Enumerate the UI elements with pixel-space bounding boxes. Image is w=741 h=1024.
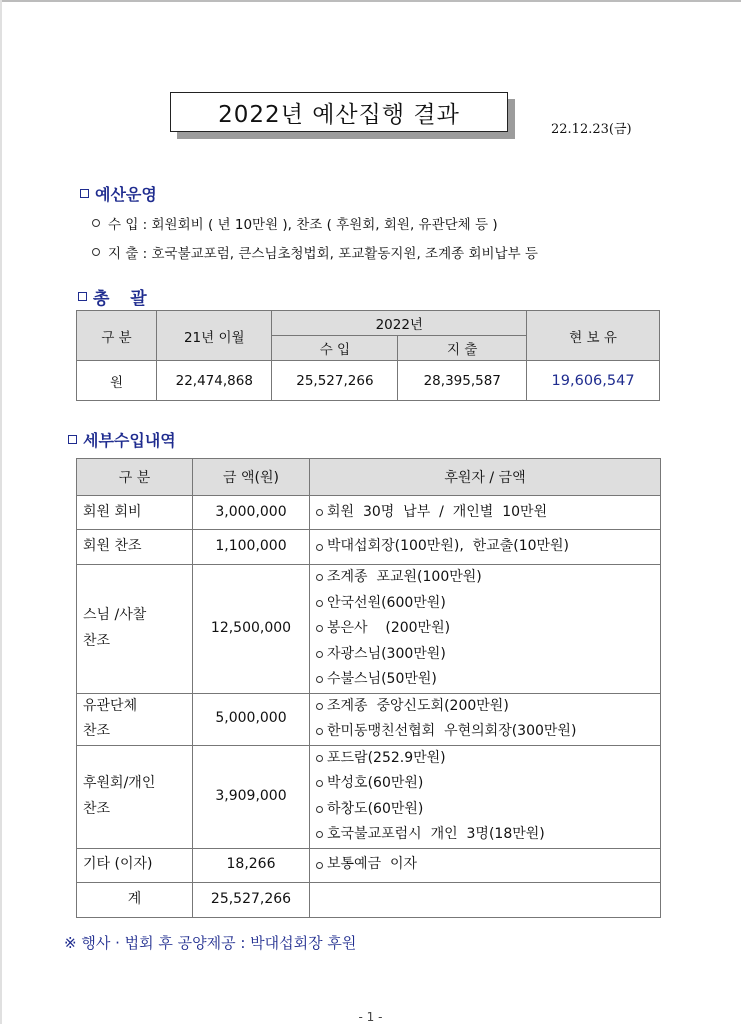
income-category	[77, 565, 193, 694]
income-header-donors: 후원자 / 금액	[310, 459, 661, 496]
donor-text: 박성호(60만원)	[327, 775, 424, 791]
income-category	[77, 745, 193, 848]
income-amount: 3,909,000	[193, 745, 310, 848]
donor-line	[316, 797, 654, 823]
donor-text: 안국선원(600만원)	[327, 594, 446, 611]
circle-bullet-icon	[316, 831, 323, 838]
income-donors	[310, 848, 661, 882]
square-bullet-icon	[68, 435, 77, 444]
income-donors	[310, 745, 661, 848]
budget-income-text: 수 입 : 회원회비 ( 년 10만원 ), 찬조 ( 후원회, 회원, 유관단체 등 )	[108, 217, 498, 233]
income-amount: 3,000,000	[193, 496, 310, 530]
budget-expense-text: 지 출 : 호국불교포럼, 큰스님초청법회, 포교활동지원, 조계종 회비납부 등	[108, 246, 538, 262]
income-category-line: 유관단체	[83, 697, 138, 714]
page-number: - 1 -	[358, 1010, 383, 1024]
donor-text: 박대섭회장(100만원), 한교출(10만원)	[327, 538, 570, 555]
page-edge-left	[0, 0, 2, 1024]
circle-bullet-icon	[316, 574, 323, 581]
circle-bullet-icon	[92, 219, 100, 227]
donor-line	[316, 822, 654, 848]
income-category-line: 찬조	[83, 632, 111, 649]
donor-line	[316, 616, 654, 642]
income-amount: 5,000,000	[193, 693, 310, 745]
donor-line	[316, 642, 654, 668]
circle-bullet-icon	[316, 728, 323, 735]
income-amount: 18,266	[193, 848, 310, 882]
income-donors	[310, 693, 661, 745]
circle-bullet-icon	[316, 862, 323, 869]
income-donors	[310, 530, 661, 565]
summary-header-year: 2022년	[272, 311, 527, 336]
donor-line	[316, 719, 654, 745]
footnote: ※ 행사 · 법회 후 공양제공 : 박대섭회장 후원	[64, 934, 357, 952]
income-category-line: 기타 (이자)	[83, 856, 153, 873]
income-header-category: 구 분	[77, 459, 193, 496]
summary-header-prev: 21년 이월	[157, 311, 272, 361]
income-detail-table	[76, 458, 661, 918]
table-row	[77, 496, 661, 530]
donor-line	[316, 500, 654, 526]
circle-bullet-icon	[316, 780, 323, 787]
summary-prev-value: 22,474,868	[157, 361, 272, 401]
income-category	[77, 693, 193, 745]
section-budget-heading	[80, 182, 157, 205]
donor-line	[316, 667, 654, 693]
income-category-line: 찬조	[83, 723, 111, 739]
donor-line	[316, 565, 654, 591]
income-category-line: 회원 회비	[83, 503, 142, 520]
section-budget-label: 예산운영	[95, 185, 157, 204]
donor-line	[316, 591, 654, 617]
circle-bullet-icon	[316, 651, 323, 658]
table-row	[77, 848, 661, 882]
budget-line-expense	[92, 242, 538, 262]
square-bullet-icon	[78, 292, 87, 301]
circle-bullet-icon	[316, 600, 323, 607]
income-donors	[310, 496, 661, 530]
total-donors-empty	[310, 882, 661, 917]
donor-text: 보통예금 이자	[327, 856, 418, 873]
circle-bullet-icon	[316, 625, 323, 632]
summary-header-category: 구 분	[77, 311, 157, 361]
section-income-label: 세부수입내역	[83, 431, 176, 450]
income-category-line: 찬조	[83, 800, 111, 817]
donor-text: 조계종 중앙신도회(200만원)	[327, 697, 509, 714]
donor-text: 수불스님(50만원)	[327, 671, 437, 687]
circle-bullet-icon	[316, 509, 323, 516]
table-row	[77, 745, 661, 848]
donor-line	[316, 694, 654, 720]
circle-bullet-icon	[92, 248, 100, 256]
section-summary-label: 총 괄	[93, 289, 150, 309]
total-label: 계	[77, 882, 193, 917]
page-edge-top	[0, 0, 741, 2]
income-category-line: 후원회/개인	[83, 775, 156, 791]
summary-balance-value: 19,606,547	[527, 361, 660, 401]
table-row	[77, 565, 661, 694]
summary-table	[76, 310, 660, 401]
circle-bullet-icon	[316, 703, 323, 710]
summary-unit: 원	[77, 361, 157, 401]
summary-header-balance: 현 보 유	[527, 311, 660, 361]
donor-text: 봉은사 (200만원)	[327, 620, 451, 636]
income-category	[77, 848, 193, 882]
income-category	[77, 496, 193, 530]
document-date: 22.12.23(금)	[551, 122, 632, 137]
donor-line	[316, 534, 654, 560]
table-row	[77, 693, 661, 745]
income-category-line: 회원 찬조	[83, 538, 142, 555]
circle-bullet-icon	[316, 806, 323, 813]
income-header-amount: 금 액(원)	[193, 459, 310, 496]
summary-header-expense: 지 출	[398, 336, 527, 361]
summary-expense-value: 28,395,587	[398, 361, 527, 401]
total-row	[77, 882, 661, 917]
donor-text: 한미동맹친선협회 우현의회장(300만원)	[327, 723, 577, 739]
summary-income-value: 25,527,266	[272, 361, 398, 401]
income-category	[77, 530, 193, 565]
income-donors	[310, 565, 661, 694]
donor-line	[316, 852, 654, 878]
income-amount: 1,100,000	[193, 530, 310, 565]
summary-header-income: 수 입	[272, 336, 398, 361]
donor-text: 하창도(60만원)	[327, 800, 424, 817]
donor-text: 조계종 포교원(100만원)	[327, 569, 482, 585]
page-title: 2022년 예산집행 결과	[170, 92, 508, 132]
total-amount: 25,527,266	[193, 882, 310, 917]
income-category-line: 스님 /사찰	[83, 607, 147, 624]
circle-bullet-icon	[316, 544, 323, 551]
budget-line-income	[92, 213, 498, 233]
donor-line	[316, 746, 654, 772]
section-income-heading	[68, 428, 176, 451]
square-bullet-icon	[80, 189, 89, 198]
circle-bullet-icon	[316, 676, 323, 683]
donor-text: 포드람(252.9만원)	[327, 749, 446, 766]
section-summary-heading	[78, 284, 150, 309]
donor-text: 회원 30명 납부 / 개인별 10만원	[327, 503, 548, 520]
circle-bullet-icon	[316, 755, 323, 762]
donor-text: 호국불교포럼시 개인 3명(18만원)	[327, 826, 545, 842]
table-row	[77, 530, 661, 565]
income-amount: 12,500,000	[193, 565, 310, 694]
donor-text: 자광스님(300만원)	[327, 645, 446, 662]
donor-line	[316, 771, 654, 797]
